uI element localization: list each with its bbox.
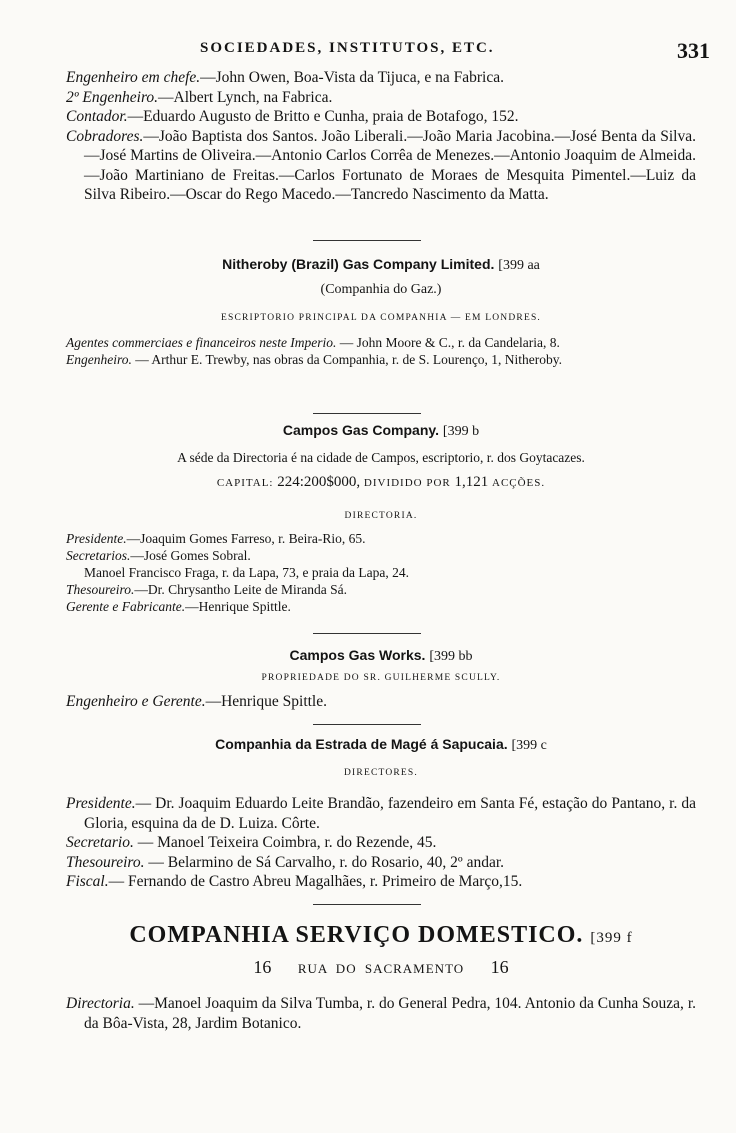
board-label: DIRECTORIA.	[344, 511, 418, 521]
entry-engineer-manager: Engenheiro e Gerente.—Henrique Spittle.	[66, 693, 327, 710]
entry-treasurer: Thesoureiro. — Belarmino de Sá Carvalho, r. do Rosario, 40, 2º andar.	[66, 853, 505, 871]
campos-works-entries	[66, 692, 696, 712]
company-heading-domestico: COMPANHIA SERVIÇO DOMESTICO. [399 f	[129, 922, 633, 948]
entry-collectors: Cobradores.—João Baptista dos Santos. João Liberali.—João Maria Jacobina.—José Benta da Silva.—José Martins de Oliveira.—Antonio Carlos Corrêa de Menezes.—Antonio Joaquim de Almeida.—João Martiniano de Freitas.—Carlos Fortunato de Moraes de Mesquita Pimentel.—Luiz da Silva Ribeiro.—Oscar do Rego Macedo.—Tancredo Nascimento da Matta.	[66, 127, 696, 203]
section-divider	[313, 904, 421, 905]
entry-manager: Gerente e Fabricante.—Henrique Spittle.	[66, 599, 291, 614]
company-seat: A séde da Directoria é na cidade de Campos, escriptorio, r. dos Goytacazes.	[177, 450, 585, 465]
entry-engineer: Engenheiro. — Arthur E. Trewby, nas obras da Companhia, r. de S. Lourenço, 1, Nitheroby.	[66, 352, 563, 367]
section-divider	[313, 724, 421, 725]
office-note: ESCRIPTORIO PRINCIPAL DA COMPANHIA — EM LONDRES.	[220, 313, 542, 323]
entry-fiscal: Fiscal.— Fernando de Castro Abreu Magalhães, r. Primeiro de Março,15.	[66, 873, 523, 890]
mage-entries	[66, 794, 696, 892]
section-divider	[313, 240, 421, 241]
running-head	[0, 38, 736, 66]
page-number: 331	[677, 38, 710, 63]
entry-chief-engineer: Engenheiro em chefe.—John Owen, Boa-Vista da Tijuca, e na Fabrica.	[66, 69, 504, 86]
running-head-title: SOCIEDADES, INSTITUTOS, ETC.	[200, 40, 495, 56]
entry-president: Presidente.— Dr. Joaquim Eduardo Leite Brandão, fazendeiro em Santa Fé, estação do Pantano, r. da Gloria, esquina da de D. Luiza. Côrte.	[66, 795, 696, 832]
company-heading-nictheroy: Nitheroby (Brazil) Gas Company Limited. [399 aa	[222, 256, 540, 273]
campos-entries	[66, 530, 696, 615]
address-line: 16 RUA DO SACRAMENTO 16	[253, 957, 509, 977]
company-heading-campos: Campos Gas Company. [399 b	[282, 422, 480, 439]
entry-treasurer: Thesoureiro.—Dr. Chrysantho Leite de Miranda Sá.	[66, 582, 347, 597]
section-divider	[313, 633, 421, 634]
entry-accountant: Contador.—Eduardo Augusto de Britto e Cunha, praia de Botafogo, 152.	[66, 108, 519, 125]
entry-secretary: Secretario. — Manoel Teixeira Coimbra, r. do Rezende, 45.	[66, 834, 437, 851]
entry-secretaries: Secretarios.—José Gomes Sobral.	[66, 548, 251, 563]
entry-president: Presidente.—Joaquim Gomes Farreso, r. Beira-Rio, 65.	[66, 531, 366, 546]
domestico-entries	[66, 994, 696, 1033]
owner-note: PROPRIEDADE DO SR. GUILHERME SCULLY.	[261, 673, 501, 683]
company-heading-mage: Companhia da Estrada de Magé á Sapucaia. [399 c	[215, 736, 547, 753]
company-subtitle: (Companhia do Gaz.)	[320, 282, 442, 297]
capital-line: CAPITAL: 224:200$000, DIVIDIDO POR 1,121 ACÇÕES.	[216, 474, 546, 490]
section-divider	[313, 413, 421, 414]
directors-label: DIRECTORES.	[344, 768, 418, 778]
nictheroy-entries	[66, 334, 696, 368]
entry-second-engineer: 2º Engenheiro.—Albert Lynch, na Fabrica.	[66, 88, 333, 106]
company-heading-campos-works: Campos Gas Works. [399 bb	[289, 647, 473, 664]
entry-directors: Directoria. —Manoel Joaquim da Silva Tumba, r. do General Pedra, 104. Antonio da Cunha Souza, r. da Bôa-Vista, 28, Jardim Botanico.	[66, 995, 696, 1032]
entry-agents: Agentes commerciaes e financeiros neste Imperio. — John Moore & C., r. da Candelaria, 8.	[66, 335, 560, 350]
entry-secretary-2: Manoel Francisco Fraga, r. da Lapa, 73, e praia da Lapa, 24.	[84, 565, 410, 580]
top-block	[66, 68, 696, 205]
